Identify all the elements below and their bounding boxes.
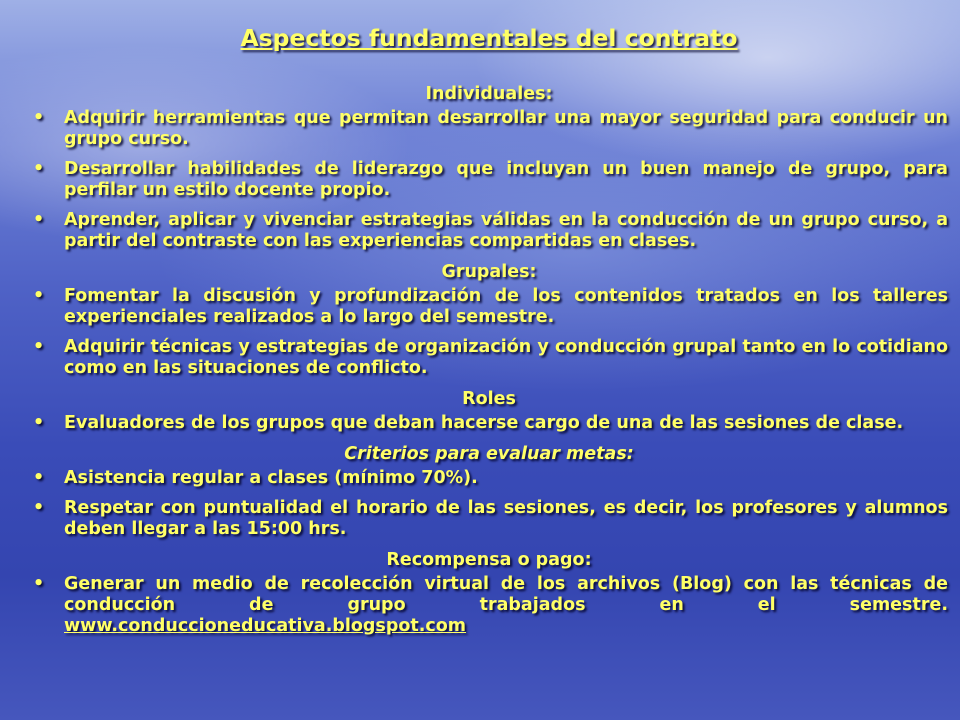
list-item-text: Evaluadores de los grupos que deban hacerse cargo de una de las sesiones de clase.	[64, 413, 904, 434]
list-item-text: Fomentar la discusión y profundización de los contenidos tratados en los talleres experienciales realizados a lo largo del semestre.	[64, 286, 948, 328]
section-heading: Roles	[462, 389, 516, 410]
list-item-text: Adquirir técnicas y estrategias de organización y conducción grupal tanto en lo cotidiano como en las situaciones de conflicto.	[64, 337, 948, 379]
list-item	[30, 337, 948, 379]
list-item-text: Asistencia regular a clases (mínimo 70%).	[64, 468, 478, 489]
list-item	[30, 108, 948, 150]
list-item	[30, 498, 948, 540]
section-heading: Individuales:	[425, 84, 553, 105]
list-item	[30, 159, 948, 201]
slide-title: Aspectos fundamentales del contrato	[240, 24, 738, 52]
list-item-text: Respetar con puntualidad el horario de las sesiones, es decir, los profesores y alumnos deben llegar a las 15:00 hrs.	[64, 498, 948, 540]
section-individuales	[30, 83, 948, 252]
section-heading: Criterios para evaluar metas:	[344, 444, 634, 465]
bullet-icon: •	[33, 337, 45, 358]
bullet-icon: •	[33, 108, 45, 129]
list-item	[30, 286, 948, 328]
list-item-text: Desarrollar habilidades de liderazgo que incluyan un buen manejo de grupo, para perfilar un estilo docente propio.	[64, 159, 948, 201]
section-heading: Recompensa o pago:	[386, 550, 592, 571]
list-item	[30, 210, 948, 252]
list-item-text: Aprender, aplicar y vivenciar estrategias válidas en la conducción de un grupo curso, a partir del contraste con las experiencias compartidas en clases.	[64, 210, 948, 252]
bullet-list	[30, 574, 948, 637]
list-item-text: Adquirir herramientas que permitan desarrollar una mayor seguridad para conducir un grupo curso.	[64, 108, 948, 150]
section-criterios	[30, 443, 948, 540]
section-grupales	[30, 261, 948, 379]
bullet-list	[30, 413, 948, 434]
list-item	[30, 468, 948, 489]
bullet-icon: •	[33, 210, 45, 231]
bullet-icon: •	[33, 286, 45, 307]
section-roles	[30, 388, 948, 434]
bullet-list	[30, 286, 948, 379]
bullet-icon: •	[33, 159, 45, 180]
list-item-text: Generar un medio de recolección virtual de los archivos (Blog) con las técnicas de conducción de grupo trabajados en el semestre.	[64, 574, 948, 616]
bullet-list	[30, 108, 948, 252]
bullet-icon: •	[33, 468, 45, 489]
section-heading: Grupales:	[441, 262, 537, 283]
bullet-icon: •	[33, 498, 45, 519]
bullet-icon: •	[33, 413, 45, 434]
bullet-icon: •	[33, 574, 45, 595]
bullet-list	[30, 468, 948, 540]
slide	[30, 24, 948, 646]
list-item	[30, 574, 948, 637]
section-recompensa	[30, 549, 948, 637]
blog-link[interactable]: www.conduccioneducativa.blogspot.com	[64, 616, 467, 637]
list-item	[30, 413, 948, 434]
